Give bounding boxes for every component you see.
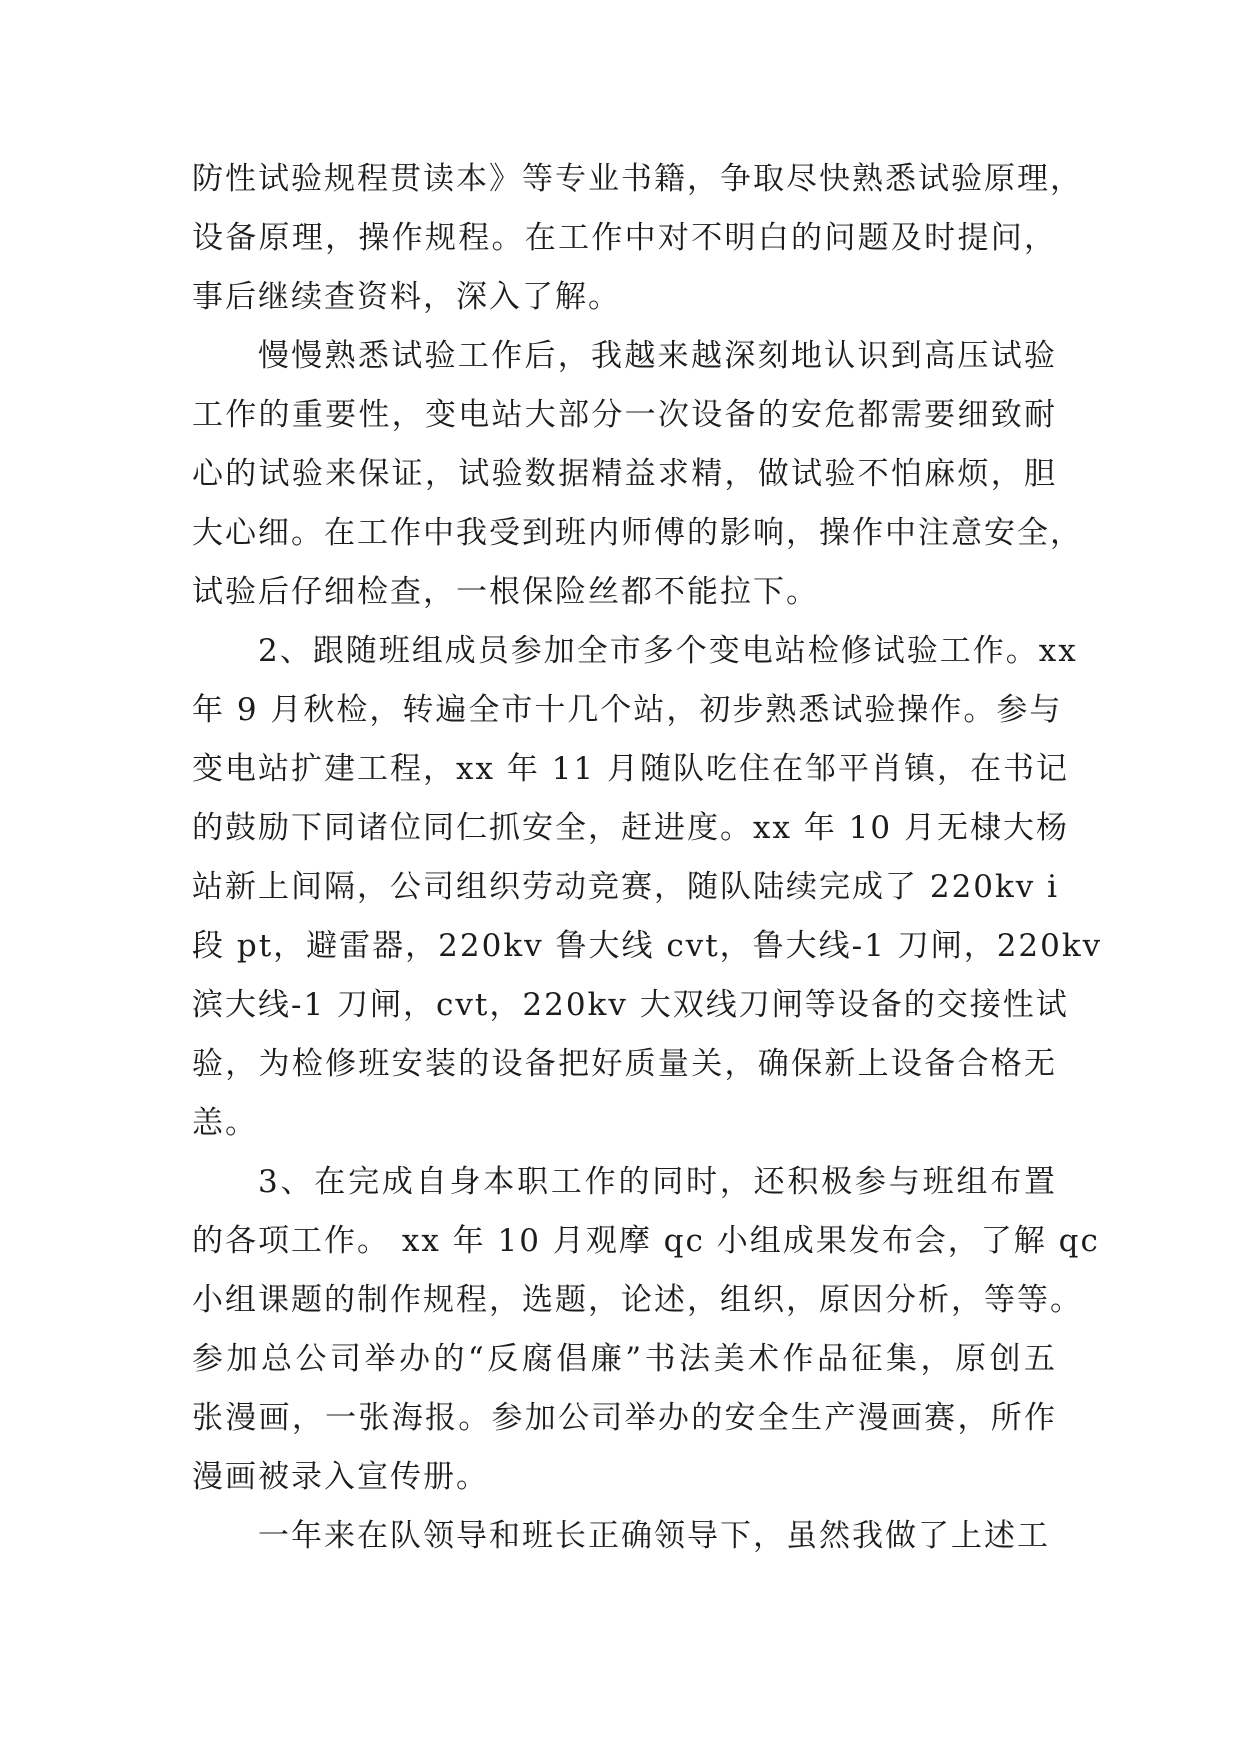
text-line: 试验后仔细检查，一根保险丝都不能拉下。 — [192, 574, 819, 610]
text-line: 心的试验来保证，试验数据精益求精，做试验不怕麻烦，胆 — [192, 456, 1057, 492]
text-line: 3、在完成自身本职工作的同时，还积极参与班组布置 — [258, 1164, 1057, 1200]
text-line: 漫画被录入宣传册。 — [192, 1459, 489, 1495]
text-line: 一年来在队领导和班长正确领导下，虽然我做了上述工 — [258, 1518, 1050, 1554]
text-line: 验，为检修班安装的设备把好质量关，确保新上设备合格无 — [192, 1046, 1057, 1082]
text-line: 段 pt，避雷器，220kv 鲁大线 cvt，鲁大线-1 刀闸，220kv — [192, 928, 1103, 964]
text-line: 恙。 — [192, 1105, 258, 1141]
text-line: 工作的重要性，变电站大部分一次设备的安危都需要细致耐 — [192, 397, 1057, 433]
text-line: 的鼓励下同诸位同仁抓安全，赶进度。xx 年 10 月无棣大杨 — [192, 810, 1069, 846]
text-line: 大心细。在工作中我受到班内师傅的影响，操作中注意安全， — [192, 515, 1083, 551]
text-line: 设备原理，操作规程。在工作中对不明白的问题及时提问， — [192, 220, 1057, 256]
text-line: 滨大线-1 刀闸，cvt，220kv 大双线刀闸等设备的交接性试 — [192, 987, 1069, 1023]
text-line: 小组课题的制作规程，选题，论述，组织，原因分析，等等。 — [192, 1282, 1083, 1318]
text-line: 慢慢熟悉试验工作后，我越来越深刻地认识到高压试验 — [258, 338, 1057, 374]
text-line: 2、跟随班组成员参加全市多个变电站检修试验工作。xx — [258, 633, 1078, 669]
text-line: 站新上间隔，公司组织劳动竞赛，随队陆续完成了 220kv i — [192, 869, 1060, 905]
text-line: 防性试验规程贯读本》等专业书籍，争取尽快熟悉试验原理， — [192, 161, 1083, 197]
text-line: 的各项工作。 xx 年 10 月观摩 qc 小组成果发布会，了解 qc — [192, 1223, 1100, 1259]
text-line: 参加总公司举办的“反腐倡廉”书法美术作品征集，原创五 — [192, 1341, 1057, 1377]
text-line: 年 9 月秋检，转遍全市十几个站，初步熟悉试验操作。参与 — [192, 692, 1063, 728]
body-text — [192, 150, 1103, 1566]
text-line: 变电站扩建工程，xx 年 11 月随队吃住在邹平肖镇，在书记 — [192, 751, 1069, 787]
text-line: 张漫画，一张海报。参加公司举办的安全生产漫画赛，所作 — [192, 1400, 1057, 1436]
text-line: 事后继续查资料，深入了解。 — [192, 279, 621, 315]
